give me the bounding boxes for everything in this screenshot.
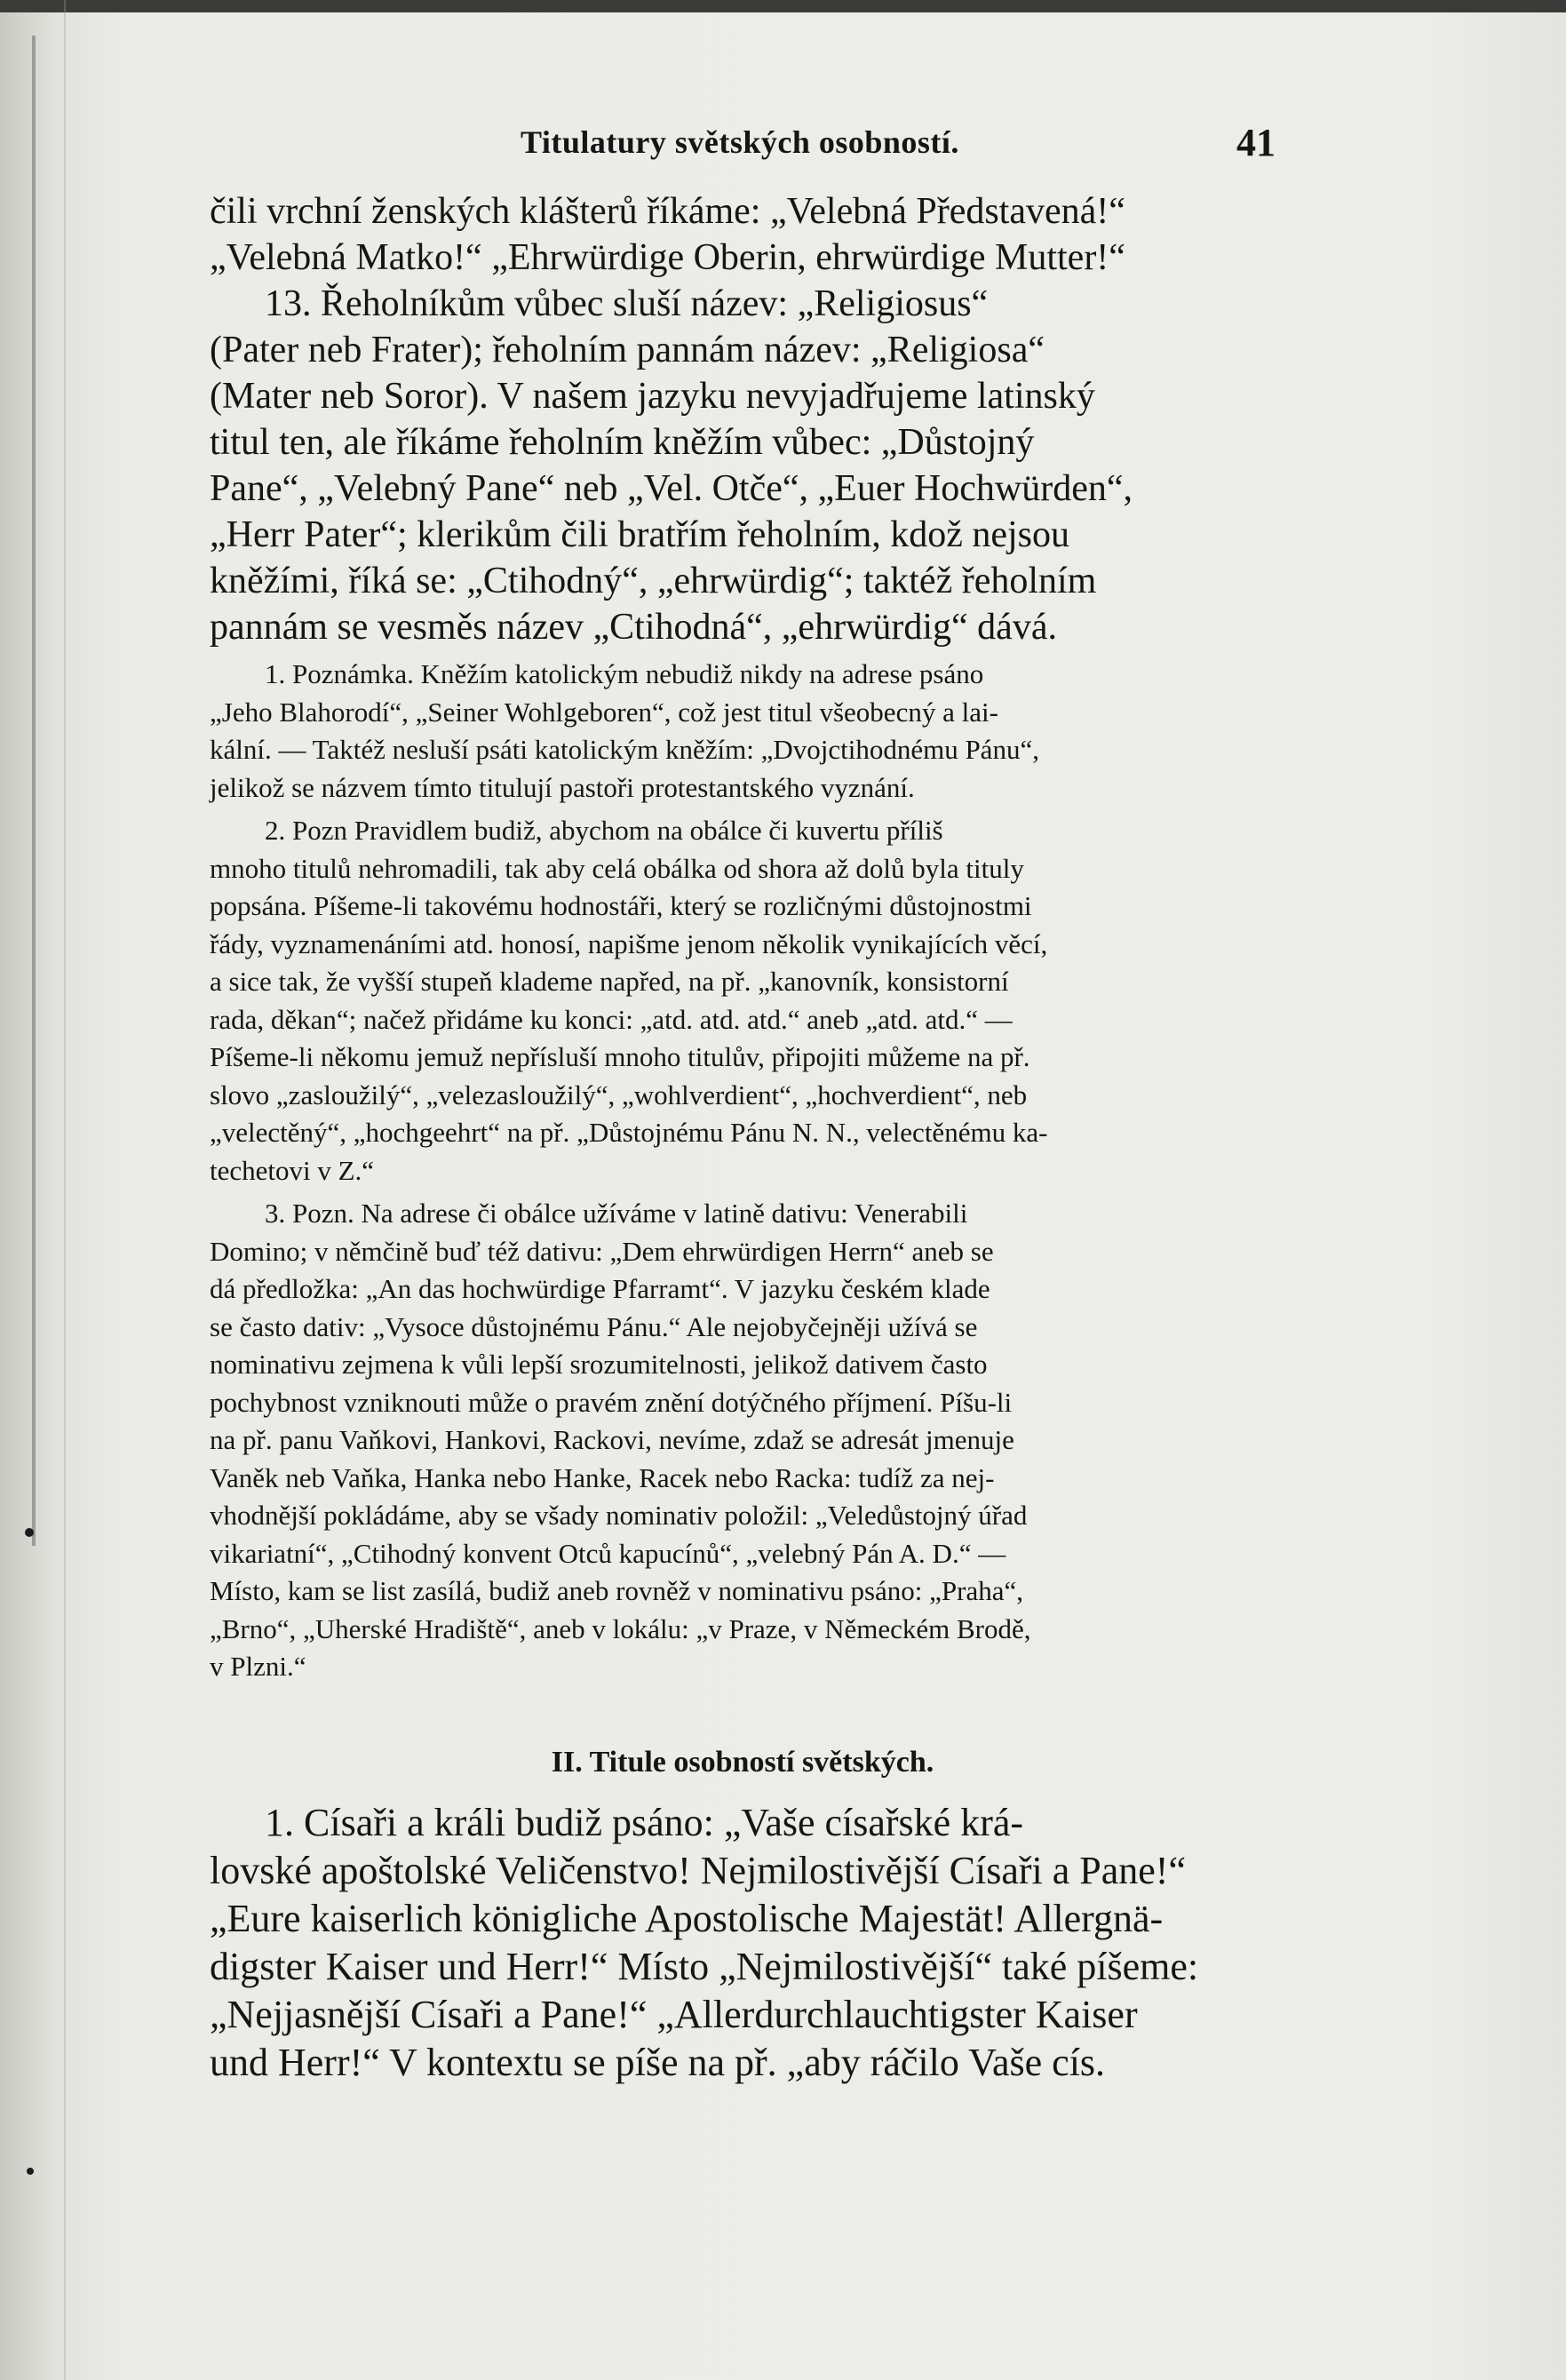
- text-line: (Pater neb Frater); řeholním pannám název: „Religiosa“: [210, 330, 1045, 370]
- text-line: „Eure kaiserlich königliche Apostolische Majestät! Allergnä-: [210, 1897, 1164, 1940]
- text-line: digster Kaiser und Herr!“ Místo „Nejmilostivější“ také píšeme:: [210, 1945, 1199, 1988]
- text-line: nominativu zejmena k vůli lepší srozumitelnosti, jelikož dativem často: [210, 1349, 988, 1380]
- page-header: [210, 120, 1276, 164]
- text-line: dá předložka: „An das hochwürdige Pfarramt“. V jazyku českém klade: [210, 1273, 990, 1304]
- ink-speck: [25, 1528, 34, 1537]
- text-line: „Herr Pater“; klerikům čili bratřím řeholním, kdož nejsou: [210, 514, 1070, 555]
- text-line: v Plzni.“: [210, 1651, 306, 1682]
- text-line: jelikož se názvem tímto titulují pastoři protestantského vyznání.: [210, 771, 915, 803]
- text-line: a sice tak, že vyšší stupeň klademe napřed, na př. „kanovník, konsistorní: [210, 966, 1009, 997]
- text-line: Píšeme-li někomu jemuž nepřísluší mnoho titulův, připojiti můžeme na př.: [210, 1041, 1030, 1072]
- text-line: Vaněk neb Vaňka, Hanka nebo Hanke, Racek nebo Racka: tudíž za nej-: [210, 1461, 995, 1493]
- text-line: kněžími, říká se: „Ctihodný“, „ehrwürdig“; taktéž řeholním: [210, 561, 1097, 601]
- text-line: Domino; v němčině buď též dativu: „Dem ehrwürdigen Herrn“ aneb se: [210, 1235, 994, 1267]
- text-line: pannám se vesměs název „Ctihodná“, „ehrwürdig“ dává.: [210, 607, 1057, 648]
- text-line: 3. Pozn. Na adrese či obálce užíváme v latině dativu: Venerabili: [265, 1198, 968, 1229]
- text-line: vhodnější pokládáme, aby se všady nominativ položil: „Veledůstojný úřad: [210, 1500, 1028, 1531]
- note-1: [210, 656, 1276, 807]
- text-line: mnoho titulů nehromadili, tak aby celá obálka od shora až dolů byla tituly: [210, 852, 1024, 884]
- text-line: „Jeho Blahorodí“, „Seiner Wohlgeboren“, což jest titul všeobecný a lai-: [210, 696, 998, 728]
- text-line: 13. Řeholníkům vůbec sluší název: „Religiosus“: [265, 283, 989, 324]
- ink-speck: [27, 2168, 34, 2175]
- text-line: 2. Pozn Pravidlem budiž, abychom na obálce či kuvertu příliš: [265, 815, 943, 846]
- text-line: „Nejjasnější Císaři a Pane!“ „Allerdurchlauchtigster Kaiser: [210, 1993, 1138, 2036]
- text-line: kální. — Taktéž nesluší psáti katolickým kněžím: „Dvojctihodnému Pánu“,: [210, 734, 1039, 765]
- text-line: techetovi v Z.“: [210, 1154, 375, 1186]
- text-line: se často dativ: „Vysoce důstojnému Pánu.“ Ale nejobyčejněji užívá se: [210, 1310, 978, 1342]
- running-title: Titulatury světských osobností.: [521, 124, 959, 160]
- binding-line: [64, 0, 66, 2380]
- text-line: „Velebná Matko!“ „Ehrwürdige Oberin, ehrwürdige Mutter!“: [210, 237, 1125, 278]
- text-line: „velectěný“, „hochgeehrt“ na př. „Důstojnému Pánu N. N., velectěnému ka-: [210, 1117, 1048, 1148]
- note-3: [210, 1195, 1276, 1686]
- text-line: na př. panu Vaňkovi, Hankovi, Rackovi, nevíme, zdaž se adresát jmenuje: [210, 1424, 1014, 1455]
- page-top-edge: [0, 0, 1566, 12]
- text-line: slovo „zasloužilý“, „velezasloužilý“, „wohlverdient“, „hochverdient“, neb: [210, 1079, 1028, 1110]
- text-line: 1. Císaři a králi budiž psáno: „Vaše císařské krá-: [265, 1801, 1024, 1844]
- text-line: 1. Poznámka. Kněžím katolickým nebudiž nikdy na adrese psáno: [265, 658, 984, 689]
- text-line: „Brno“, „Uherské Hradiště“, aneb v lokálu: „v Praze, v Německém Brodě,: [210, 1612, 1031, 1644]
- page-number: 41: [1236, 121, 1276, 164]
- text-line: titul ten, ale říkáme řeholním kněžím vůbec: „Důstojný: [210, 422, 1035, 463]
- text-line: rada, děkan“; načež přidáme ku konci: „atd. atd. atd.“ aneb „atd. atd.“ —: [210, 1003, 1013, 1035]
- binding-shadow: [32, 36, 36, 1546]
- footnotes: [210, 656, 1276, 1691]
- text-line: Místo, kam se list zasílá, budiž aneb rovněž v nominativu psáno: „Praha“,: [210, 1575, 1023, 1606]
- section-heading: II. Titule osobností světských.: [551, 1746, 934, 1779]
- paragraph-13: [210, 188, 1276, 650]
- text-line: lovské apoštolské Veličenstvo! Nejmilostivější Císaři a Pane!“: [210, 1849, 1186, 1892]
- text-line: Pane“, „Velebný Pane“ neb „Vel. Otče“, „Euer Hochwürden“,: [210, 468, 1133, 509]
- text-line: řády, vyznamenáními atd. honosí, napišme jenom několik vynikajících věcí,: [210, 927, 1048, 959]
- text-line: (Mater neb Soror). V našem jazyku nevyjadřujeme latinský: [210, 376, 1095, 417]
- text-line: pochybnost vzniknouti může o pravém znění dotýčného příjmení. Píšu-li: [210, 1386, 1013, 1418]
- text-line: und Herr!“ V kontextu se píše na př. „aby ráčilo Vaše cís.: [210, 2041, 1106, 2084]
- text-line: čili vrchní ženských klášterů říkáme: „Velebná Představená!“: [210, 191, 1125, 232]
- note-2: [210, 812, 1276, 1190]
- paragraph-1: [210, 1799, 1276, 2087]
- text-line: vikariatní“, „Ctihodný konvent Otců kapucínů“, „velebný Pán A. D.“ —: [210, 1537, 1006, 1569]
- text-line: popsána. Píšeme-li takovému hodnostáři, který se rozličnými důstojnostmi: [210, 890, 1032, 921]
